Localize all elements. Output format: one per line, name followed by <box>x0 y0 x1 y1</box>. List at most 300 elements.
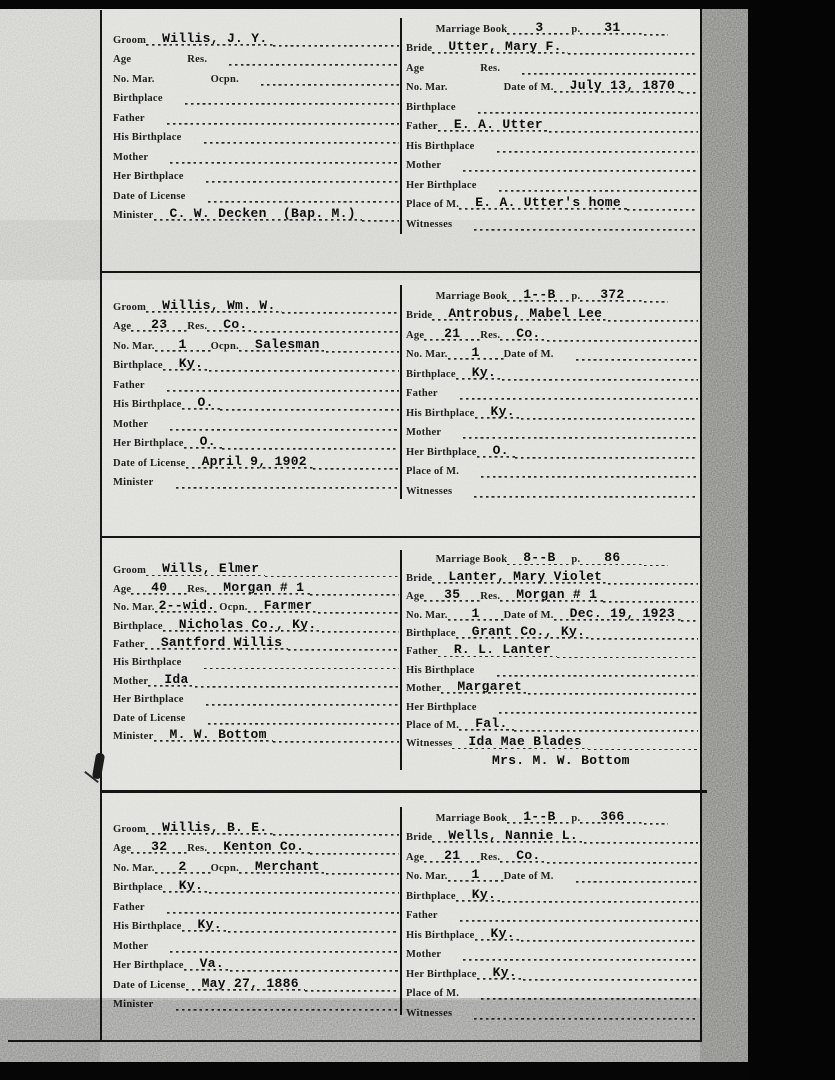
field-label-groom: Groom <box>113 823 147 835</box>
marriage-book-number: 3 <box>507 20 571 35</box>
marriage-book-page: 372 <box>580 287 644 302</box>
field-row <box>113 972 399 992</box>
dotted-leader <box>167 372 399 392</box>
marriage-book-page: 31 <box>580 20 644 35</box>
field-label-father: Father <box>406 646 438 658</box>
dotted-leader <box>208 183 399 203</box>
field-label-birthplace: Birthplace <box>113 360 163 371</box>
dotted-leader <box>608 566 698 584</box>
field-row <box>406 566 698 584</box>
dotted-leader <box>222 431 399 451</box>
dotted-leader <box>521 400 698 420</box>
field-row <box>113 688 399 706</box>
field-label-date_of_m: Date of M. <box>503 609 554 621</box>
field-label-age: Age <box>113 321 132 332</box>
field-label-place_of_m: Place of M. <box>406 719 460 731</box>
field-row <box>113 596 399 614</box>
field-label-mother: Mother <box>406 427 442 438</box>
field-label-no_mar: No. Mar. <box>406 871 448 882</box>
form-bottom-rule <box>8 1040 702 1042</box>
field-label-father: Father <box>406 910 438 921</box>
field-value-birthplace: Ky. <box>163 878 209 893</box>
field-value-his_birthplace: Ky. <box>475 926 521 941</box>
field-row <box>406 714 698 732</box>
dotted-leader <box>644 548 668 566</box>
dotted-leader <box>547 322 698 342</box>
field-label-her_birthplace: Her Birthplace <box>406 179 477 191</box>
field-label-no_mar: No. Mar. <box>113 73 155 85</box>
record-separator-line <box>100 536 701 538</box>
field-value-his_birthplace: O. <box>182 395 220 410</box>
field-row <box>406 153 698 173</box>
field-label-ocpn: Ocpn. <box>210 862 239 874</box>
field-row <box>113 614 399 632</box>
field-value-name: Willis, J. Y. <box>146 31 273 46</box>
field-row <box>406 1000 698 1020</box>
field-value-his_birthplace: Ky. <box>475 404 521 419</box>
field-label-no_mar: No. Mar. <box>113 340 155 352</box>
dotted-leader <box>576 864 698 884</box>
field-row <box>406 192 698 212</box>
field-row <box>406 36 698 56</box>
scan-black-band-right <box>748 0 835 1080</box>
marriage-record-block-3 <box>100 546 701 774</box>
dotted-leader <box>521 922 698 942</box>
field-label-his_birthplace: His Birthplace <box>406 407 475 419</box>
scan-gutter-shadow <box>700 0 748 1080</box>
field-label-father: Father <box>113 112 145 124</box>
field-label-her_birthplace: Her Birthplace <box>406 968 477 980</box>
field-label-age: Age <box>113 583 132 595</box>
field-value-ocpn: Salesman <box>239 337 326 352</box>
field-row <box>406 695 698 713</box>
dotted-leader <box>318 596 399 614</box>
field-label-birthplace: Birthplace <box>406 627 456 639</box>
field-label-res: Res. <box>480 329 501 341</box>
field-label-place_of_m: Place of M. <box>406 199 460 210</box>
field-label-witnesses: Witnesses <box>406 218 453 230</box>
field-row <box>113 353 399 373</box>
field-label-minister: Minister <box>113 210 154 221</box>
column-divider <box>400 285 402 499</box>
field-label-marriage_book: Marriage Book <box>435 23 508 35</box>
field-label-bride: Bride <box>406 572 433 584</box>
field-value-witnesses: Ida Mae Blades <box>452 734 587 749</box>
dotted-leader <box>206 688 399 706</box>
dotted-leader <box>474 211 698 231</box>
dotted-leader <box>229 47 399 67</box>
field-label-age: Age <box>113 843 132 854</box>
marriage-book-header <box>406 548 698 566</box>
dotted-leader <box>326 333 399 353</box>
field-value-father: E. A. Utter <box>438 117 549 132</box>
field-value-res: Co. <box>500 326 546 341</box>
dotted-leader <box>478 94 698 114</box>
dotted-leader <box>204 651 399 669</box>
groom-column <box>113 27 399 222</box>
field-row <box>113 47 399 67</box>
dotted-leader <box>228 914 399 934</box>
dotted-leader <box>474 1000 698 1020</box>
field-value-name: Antrobus, Mabel Lee <box>432 306 608 321</box>
dotted-leader <box>463 153 698 173</box>
dotted-leader <box>170 411 399 431</box>
field-label-father: Father <box>113 638 145 650</box>
field-value-ocpn: Farmer <box>248 598 319 613</box>
marriage-book-number: 8--B <box>507 550 571 565</box>
field-row <box>113 105 399 125</box>
field-label-res: Res. <box>187 321 208 332</box>
field-label-age: Age <box>113 54 132 65</box>
field-label-p: p. <box>571 554 581 566</box>
field-row <box>406 342 698 362</box>
field-row <box>406 361 698 381</box>
dotted-leader <box>481 459 698 479</box>
field-row <box>113 333 399 353</box>
groom-column <box>113 294 399 489</box>
field-row <box>406 322 698 342</box>
field-value-no_mar: 2 <box>155 859 211 874</box>
field-label-his_birthplace: His Birthplace <box>113 921 182 932</box>
field-value-witnesses_line2: Mrs. M. W. Bottom <box>492 752 630 768</box>
dotted-leader <box>310 577 399 595</box>
field-row <box>113 933 399 953</box>
field-label-place_of_m: Place of M. <box>406 988 460 999</box>
field-value-birthplace: Grant Co., Ky. <box>456 624 591 639</box>
field-value-father: R. L. Lanter <box>438 642 557 657</box>
column-divider <box>400 550 402 770</box>
field-value-date_of_license: May 27, 1886 <box>186 976 305 991</box>
field-label-age: Age <box>406 329 425 341</box>
field-row <box>113 855 399 875</box>
field-value-res: Kenton Co. <box>207 839 310 854</box>
dotted-leader <box>305 972 399 992</box>
dotted-leader <box>273 816 399 836</box>
field-row <box>406 114 698 134</box>
field-row <box>113 66 399 86</box>
dotted-leader <box>515 439 698 459</box>
field-row <box>406 844 698 864</box>
field-value-her_birthplace: Ky. <box>477 965 523 980</box>
field-label-father: Father <box>113 901 145 913</box>
dotted-leader <box>681 603 698 621</box>
column-divider <box>400 18 402 234</box>
dotted-leader <box>557 640 698 658</box>
field-row <box>406 94 698 114</box>
field-value-res: Co. <box>500 848 546 863</box>
dotted-leader <box>220 392 399 412</box>
dotted-leader <box>608 303 698 323</box>
dotted-leader <box>273 27 399 47</box>
field-row <box>113 411 399 431</box>
field-row <box>113 816 399 836</box>
dotted-leader <box>261 66 399 86</box>
field-row <box>406 381 698 401</box>
field-value-place_of_m: E. A. Utter's home <box>459 195 627 210</box>
field-label-age: Age <box>406 851 425 863</box>
field-value-no_mar: 1 <box>448 867 504 882</box>
field-label-mother: Mother <box>113 418 149 430</box>
field-value-mother: Margaret <box>441 679 528 694</box>
field-label-birthplace: Birthplace <box>406 368 456 380</box>
field-row <box>406 55 698 75</box>
field-label-marriage_book: Marriage Book <box>435 290 508 302</box>
bride-column <box>406 283 698 498</box>
dotted-leader <box>265 559 399 577</box>
dotted-leader <box>167 105 399 125</box>
dotted-leader <box>185 86 399 106</box>
field-row <box>113 450 399 470</box>
field-label-age: Age <box>406 62 425 74</box>
field-row <box>113 669 399 687</box>
marriage-record-block-2 <box>100 281 701 503</box>
marriage-book-header <box>406 16 698 36</box>
field-row <box>406 677 698 695</box>
field-value-age: 40 <box>131 580 187 595</box>
marriage-record-block-4 <box>100 803 701 1019</box>
marriage-record-block-1 <box>100 14 701 238</box>
field-label-p: p. <box>571 23 581 35</box>
field-value-name: Wills, Elmer <box>146 561 265 576</box>
dotted-leader <box>362 203 399 223</box>
field-value-father: Santford Willis <box>145 635 289 650</box>
field-label-p: p. <box>571 812 581 824</box>
field-label-birthplace: Birthplace <box>406 890 456 902</box>
dotted-leader <box>502 361 698 381</box>
groom-column <box>113 816 399 1011</box>
dotted-leader <box>170 933 399 953</box>
field-label-ocpn: Ocpn. <box>210 340 239 352</box>
bride-column <box>406 548 698 769</box>
field-row <box>406 981 698 1001</box>
field-value-no_mar: 1 <box>448 606 504 621</box>
field-row <box>406 420 698 440</box>
dotted-leader <box>499 172 698 192</box>
field-row <box>113 144 399 164</box>
dotted-leader <box>209 353 399 373</box>
dotted-leader <box>176 470 400 490</box>
dotted-leader <box>463 420 698 440</box>
dotted-leader <box>576 342 698 362</box>
dotted-leader <box>167 894 399 914</box>
dotted-leader <box>195 669 399 687</box>
field-row <box>113 183 399 203</box>
dotted-leader <box>514 714 698 732</box>
dotted-leader <box>254 314 399 334</box>
field-row <box>406 478 698 498</box>
field-label-groom: Groom <box>113 301 147 313</box>
field-row <box>113 470 399 490</box>
groom-column <box>113 559 399 743</box>
dotted-leader <box>497 133 698 153</box>
field-row <box>406 622 698 640</box>
field-label-birthplace: Birthplace <box>113 620 163 632</box>
field-label-age: Age <box>406 591 425 603</box>
field-label-date_of_m: Date of M. <box>503 82 554 93</box>
field-row <box>406 864 698 884</box>
dotted-leader <box>170 144 399 164</box>
field-value-his_birthplace: Ky. <box>182 917 228 932</box>
record-separator-line <box>100 271 701 273</box>
field-label-his_birthplace: His Birthplace <box>113 399 182 410</box>
dotted-leader <box>681 75 698 95</box>
field-label-birthplace: Birthplace <box>113 882 163 893</box>
field-label-marriage_book: Marriage Book <box>435 812 508 824</box>
dotted-leader <box>176 992 400 1012</box>
scan-black-band-top <box>0 0 835 9</box>
field-label-date_of_license: Date of License <box>113 712 186 724</box>
field-label-groom: Groom <box>113 34 147 46</box>
field-label-res: Res. <box>187 54 208 65</box>
field-label-date_of_license: Date of License <box>113 190 186 202</box>
field-label-place_of_m: Place of M. <box>406 466 460 477</box>
field-row <box>113 706 399 724</box>
field-row <box>113 836 399 856</box>
scan-black-band-bottom <box>0 1062 748 1080</box>
dotted-leader <box>481 981 698 1001</box>
field-row <box>113 314 399 334</box>
field-value-name: Willis, B. E. <box>146 820 273 835</box>
field-label-no_mar: No. Mar. <box>406 82 448 93</box>
field-label-witnesses: Witnesses <box>406 1007 453 1019</box>
dotted-leader <box>588 732 698 750</box>
field-label-bride: Bride <box>406 43 433 54</box>
dotted-leader <box>310 836 399 856</box>
field-value-name: Utter, Mary F. <box>432 39 567 54</box>
field-label-no_mar: No. Mar. <box>406 349 448 360</box>
field-value-age: 32 <box>131 839 187 854</box>
field-value-no_mar: 2--wid. <box>155 598 220 613</box>
field-value-name: Willis, Wm. W. <box>146 298 281 313</box>
field-label-her_birthplace: Her Birthplace <box>113 438 184 449</box>
field-value-her_birthplace: O. <box>184 434 222 449</box>
field-row <box>406 439 698 459</box>
field-label-res: Res. <box>480 851 501 863</box>
field-value-age: 21 <box>424 848 480 863</box>
field-label-p: p. <box>571 290 581 302</box>
field-label-witnesses: Witnesses <box>406 485 453 497</box>
field-row <box>113 651 399 669</box>
field-label-ocpn: Ocpn. <box>219 602 248 614</box>
field-row <box>113 725 399 743</box>
dotted-leader <box>463 942 698 962</box>
field-row <box>406 172 698 192</box>
dotted-leader <box>644 805 668 825</box>
field-label-res: Res. <box>480 62 501 74</box>
field-row <box>113 953 399 973</box>
field-row <box>406 658 698 676</box>
dotted-leader <box>460 903 698 923</box>
field-row <box>113 164 399 184</box>
field-label-minister: Minister <box>113 999 154 1010</box>
field-label-marriage_book: Marriage Book <box>435 554 508 566</box>
field-value-minister: M. W. Bottom <box>154 727 273 742</box>
field-value-name: Wells, Nannie L. <box>432 828 584 843</box>
field-label-mother: Mother <box>406 949 442 960</box>
field-value-her_birthplace: Va. <box>184 956 230 971</box>
field-value-no_mar: 1 <box>448 345 504 360</box>
marriage-book-header <box>406 805 698 825</box>
field-row <box>113 203 399 223</box>
field-value-birthplace: Nicholas Co., Ky. <box>163 617 323 632</box>
record-separator-line <box>100 790 707 793</box>
field-row <box>113 294 399 314</box>
field-value-birthplace: Ky. <box>163 356 209 371</box>
column-divider <box>400 807 402 1015</box>
dotted-leader <box>522 55 698 75</box>
field-label-mother: Mother <box>113 675 149 687</box>
dotted-leader <box>549 114 698 134</box>
field-row <box>113 559 399 577</box>
field-label-date_of_license: Date of License <box>113 979 186 991</box>
field-label-bride: Bride <box>406 832 433 843</box>
field-label-res: Res. <box>187 583 208 595</box>
field-label-mother: Mother <box>113 151 149 163</box>
field-label-date_of_m: Date of M. <box>503 349 554 360</box>
field-row <box>113 372 399 392</box>
marriage-book-number: 1--B <box>507 287 571 302</box>
field-row <box>113 914 399 934</box>
field-value-birthplace: Ky. <box>456 365 502 380</box>
field-label-date_of_m: Date of M. <box>503 871 554 882</box>
dotted-leader <box>528 677 698 695</box>
field-value-date_of_m: July 13, 1870 <box>554 78 681 93</box>
field-label-no_mar: No. Mar. <box>113 862 155 874</box>
field-label-minister: Minister <box>113 477 154 488</box>
field-row <box>406 603 698 621</box>
field-value-date_of_m: Dec. 19, 1923 <box>554 606 681 621</box>
field-row <box>113 392 399 412</box>
field-label-minister: Minister <box>113 730 154 742</box>
field-row <box>406 903 698 923</box>
field-row <box>113 894 399 914</box>
field-value-no_mar: 1 <box>155 337 211 352</box>
dotted-leader <box>322 614 399 632</box>
field-label-his_birthplace: His Birthplace <box>113 657 182 669</box>
marriage-book-page: 86 <box>580 550 644 565</box>
dotted-leader <box>497 658 698 676</box>
field-row <box>406 459 698 479</box>
field-row <box>113 633 399 651</box>
field-row <box>406 922 698 942</box>
dotted-leader <box>313 450 399 470</box>
field-label-date_of_license: Date of License <box>113 457 186 469</box>
dotted-leader <box>206 164 399 184</box>
field-label-her_birthplace: Her Birthplace <box>406 701 477 713</box>
field-row <box>113 992 399 1012</box>
field-label-her_birthplace: Her Birthplace <box>113 694 184 706</box>
field-label-mother: Mother <box>406 683 442 695</box>
field-label-father: Father <box>406 121 438 132</box>
dotted-leader <box>591 622 698 640</box>
field-row <box>113 431 399 451</box>
dotted-leader <box>644 283 668 303</box>
field-value-age: 35 <box>424 587 480 602</box>
field-label-her_birthplace: Her Birthplace <box>113 171 184 182</box>
field-value-age: 23 <box>131 317 187 332</box>
dotted-leader <box>204 125 399 145</box>
field-row <box>113 577 399 595</box>
field-label-res: Res. <box>187 843 208 854</box>
dotted-leader <box>502 883 698 903</box>
dotted-leader <box>460 381 698 401</box>
dotted-leader <box>644 16 668 36</box>
dotted-leader <box>209 875 399 895</box>
field-label-birthplace: Birthplace <box>113 93 163 104</box>
field-row <box>406 732 698 750</box>
dotted-leader <box>627 192 698 212</box>
field-row <box>406 75 698 95</box>
